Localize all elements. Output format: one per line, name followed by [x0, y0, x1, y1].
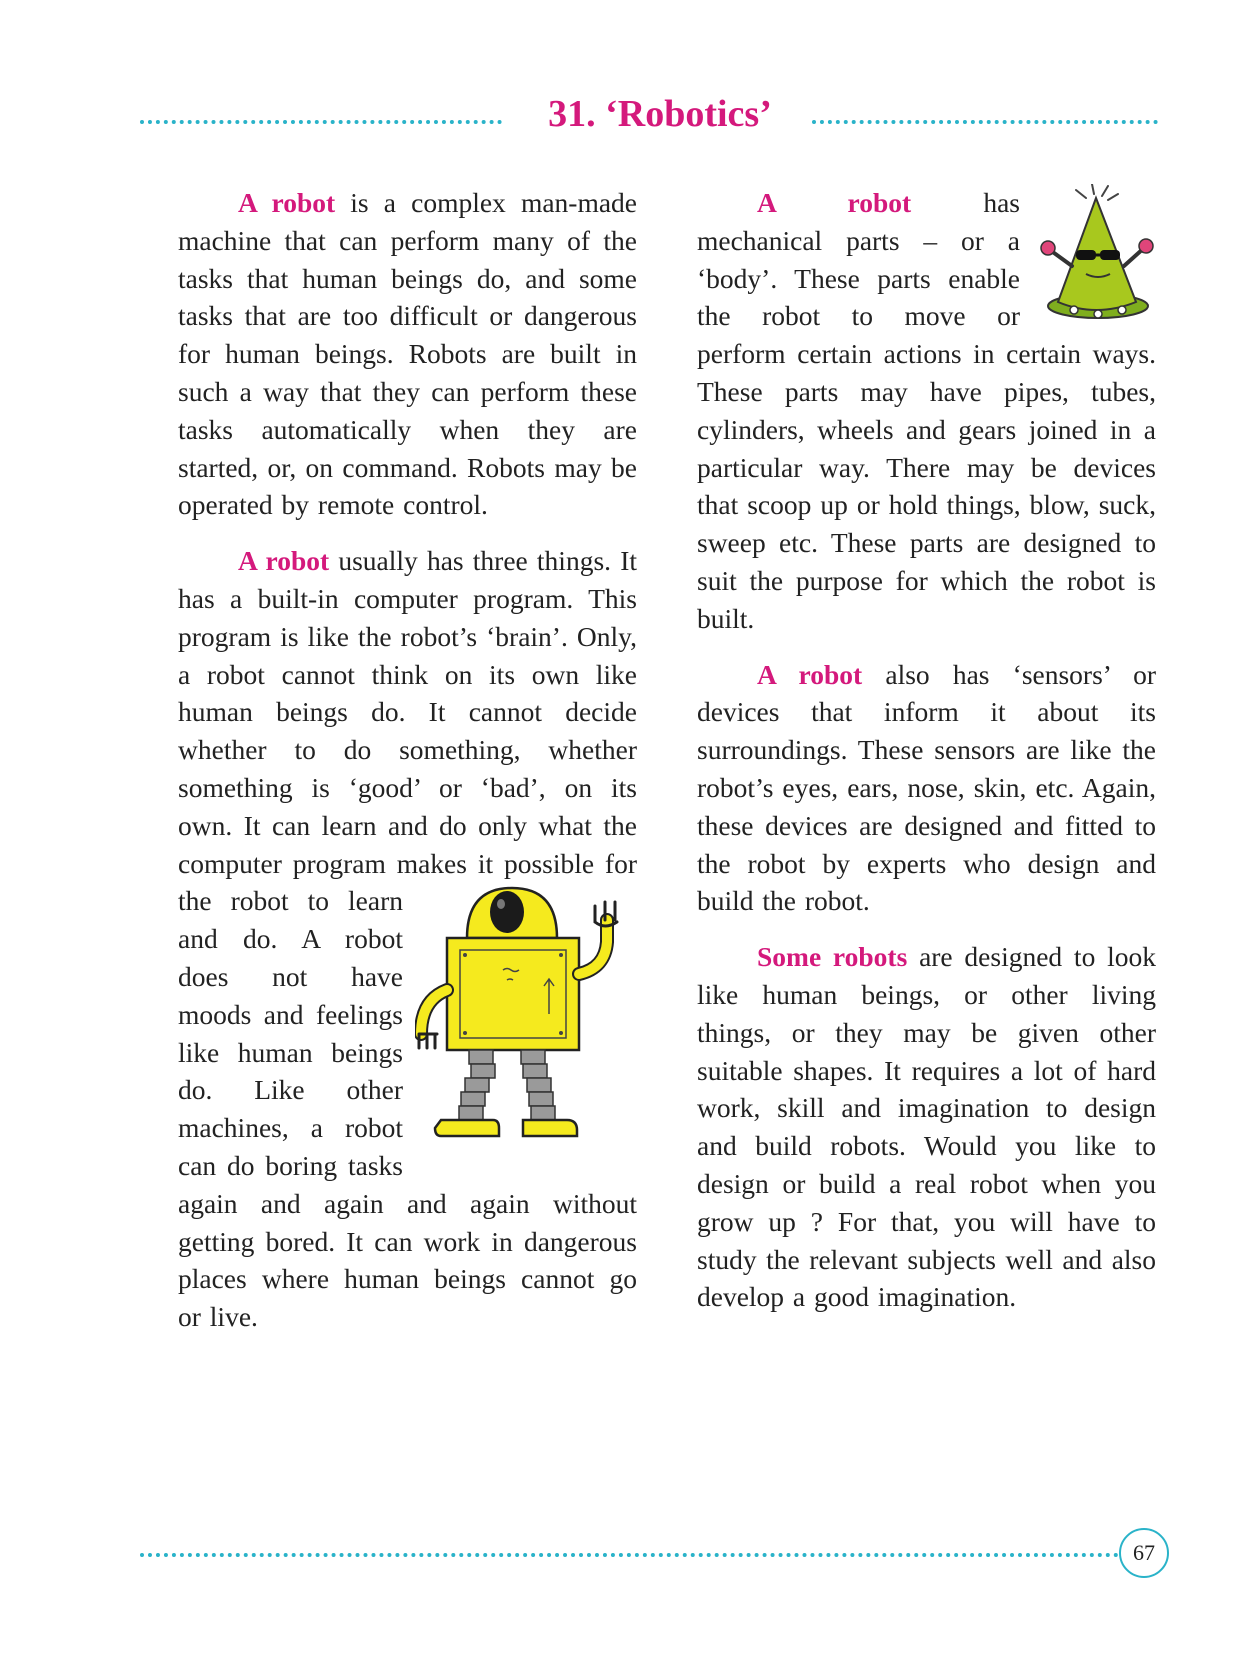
page-title: 31. ‘Robotics’: [548, 93, 772, 135]
highlighted-term: A robot: [757, 187, 912, 218]
green-cone-robot-illustration: [1038, 184, 1156, 334]
right-column: [697, 184, 1156, 1334]
paragraph-text: usually has three things. It has a built-in computer program. This program is like the robot’s ‘brain’. Only, a robot cannot think on its own like human beings do. It cannot decide whether to do something, whether something is ‘good’ or ‘bad’, on its own. It can learn and do only what the computer program makes: [178, 545, 637, 879]
left-column: [178, 184, 637, 1354]
footer-dotted-rule: [140, 1553, 1119, 1557]
paragraph: [178, 542, 637, 1336]
highlighted-term: A robot: [238, 187, 336, 218]
highlighted-term: Some robots: [757, 941, 908, 973]
header-dotted-rule-left: [140, 120, 502, 124]
yellow-robot-illustration: [415, 882, 637, 1150]
paragraph-text-continued: it possible for the robot to learn and do. A robot does not have moods and feelings like human beings do. Like other machines, a robot can do boring tasks again and again and again without getting bored. It can work in dangerous places where human beings cannot go or live.: [178, 847, 637, 1333]
paragraph: [697, 938, 1156, 1316]
paragraph: [697, 184, 1156, 638]
page-number: 67: [1119, 1528, 1169, 1578]
paragraph-text: are designed to look like human beings, or other living things, or they may be given other suitable shapes. It requires a lot of hard work, skill and imagination to design and build robots. Would you like to design or build a real robot when you grow up ? For that, you will have to study the relevant subjects well and also develop a good imagination.: [697, 941, 1156, 1313]
highlighted-term: A robot: [757, 658, 863, 690]
paragraph: [697, 656, 1156, 921]
paragraph-text: is a complex man-made machine that can perform many of the tasks that human beings do, and some tasks that are too difficult or dangerous for human beings. Robots are built in such a way that they can perform these tasks automatically when they are started, or, on command. Robots may be operated by remote control.: [178, 187, 638, 521]
paragraph-text: also has ‘sensors’ or devices that inform it about its surroundings. These sensors are like the robot’s eyes, ears, nose, skin, etc. Again, these devices are designed and fitted to the robot by experts who design and build the robot.: [697, 658, 1156, 917]
paragraph: [178, 184, 637, 524]
paragraph-text: has mechanical parts – or a ‘body’. These parts enable the robot to move or perform certain actions in certain ways. These parts may have pipes, tubes, cylinders, wheels and gears joined in a particular way. There may be devices that scoop up or hold things, blow, suck, sweep etc. These parts are designed to suit the purpose for which the robot is built.: [697, 187, 1156, 634]
header-dotted-rule-right: [812, 120, 1158, 124]
highlighted-term: A robot: [238, 545, 330, 577]
